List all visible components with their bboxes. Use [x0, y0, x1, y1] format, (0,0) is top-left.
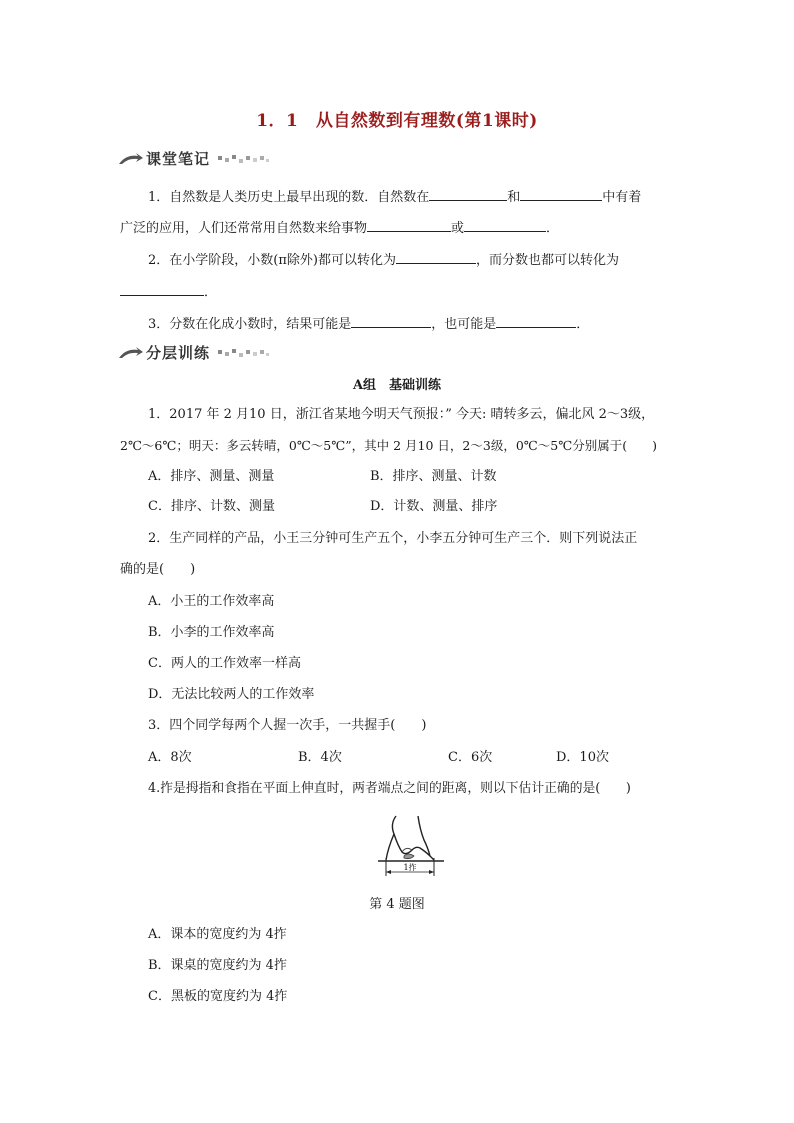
- note-3-text-b: ，也可能是: [431, 317, 497, 332]
- q4-line-1: 4.拃是拇指和食指在平面上伸直时，两者端点之间的距离，则以下估计正确的是( ): [148, 781, 631, 796]
- note-2-text-c: ．: [204, 285, 218, 300]
- group-a-title: A组 基础训练: [352, 378, 442, 393]
- note-1-text-e: 或: [451, 221, 465, 236]
- note-3-line: [148, 313, 589, 334]
- q4-option-b[interactable]: B．课桌的宽度约为 4拃: [148, 958, 287, 973]
- note-1-line-1: [148, 186, 641, 207]
- q4-figure-caption: 第 4 题图: [369, 897, 425, 912]
- q2-line-1: 2．生产同样的产品，小王三分钟可生产五个，小李五分钟可生产三个．则下列说法正: [148, 531, 638, 546]
- q1-option-d[interactable]: D．计数、测量、排序: [370, 499, 498, 514]
- q1-option-c[interactable]: C．排序、计数、测量: [148, 499, 275, 514]
- note-2-line-1: [148, 249, 619, 270]
- note-3-blank-2[interactable]: [496, 313, 576, 328]
- q1-line-1: 1．2017 年 2 月10 日，浙江省某地今明天气预报：” 今天: 晴转多云，偏北风 2～3级，: [148, 407, 655, 422]
- arrow-icon: [118, 152, 144, 166]
- section-banner-training: [118, 342, 268, 364]
- note-2-text-b: ，而分数也都可以转化为: [475, 253, 619, 268]
- q2-line-2: 确的是( ): [120, 562, 196, 577]
- note-2-line-2: [120, 281, 217, 302]
- hand-span-figure: [376, 812, 446, 884]
- note-1-text-a: 1．自然数是人类历史上最早出现的数．自然数在: [148, 190, 430, 205]
- q2-option-b[interactable]: B．小李的工作效率高: [148, 625, 275, 640]
- section-label-training: 分层训练: [146, 344, 211, 362]
- note-2-blank-2[interactable]: [120, 281, 204, 296]
- q4-option-a[interactable]: A．课本的宽度约为 4拃: [148, 927, 287, 942]
- dots-decoration-icon: [218, 348, 270, 358]
- note-3-text-a: 3．分数在化成小数时，结果可能是: [148, 317, 352, 332]
- note-2-blank-1[interactable]: [396, 249, 476, 264]
- note-1-blank-1[interactable]: [429, 186, 507, 201]
- section-label-notes: 课堂笔记: [146, 150, 211, 168]
- q2-option-d[interactable]: D．无法比较两人的工作效率: [148, 687, 315, 702]
- note-3-blank-1[interactable]: [351, 313, 431, 328]
- q4-option-c[interactable]: C．黑板的宽度约为 4拃: [148, 989, 288, 1004]
- q1-option-b[interactable]: B．排序、测量、计数: [370, 469, 497, 484]
- note-1-blank-2[interactable]: [520, 186, 602, 201]
- q3-option-b[interactable]: B．4次: [298, 750, 342, 765]
- note-1-blank-3[interactable]: [367, 217, 451, 232]
- hand-span-label: 1拃: [403, 863, 417, 872]
- q3-option-c[interactable]: C．6次: [448, 750, 493, 765]
- note-1-text-d: 广泛的应用，人们还常常用自然数来给事物: [120, 221, 368, 236]
- dots-decoration-icon: [218, 154, 270, 164]
- q1-line-2: 2℃～6℃；明天：多云转晴，0℃～5℃”，其中 2 月10 日，2～3级，0℃～5℃分别属于( ): [120, 438, 657, 453]
- note-1-line-2: [120, 217, 559, 238]
- note-1-text-f: ．: [546, 221, 560, 236]
- note-2-text-a: 2．在小学阶段，小数(π除外)都可以转化为: [148, 253, 396, 268]
- page-title: 1．1 从自然数到有理数(第1课时): [256, 111, 538, 131]
- note-1-text-c: 中有着: [602, 190, 642, 205]
- note-1-text-b: 和: [507, 190, 521, 205]
- section-banner-notes: [118, 148, 268, 170]
- hand-span-icon: [376, 812, 446, 884]
- q2-option-c[interactable]: C．两人的工作效率一样高: [148, 656, 301, 671]
- note-3-text-c: ．: [576, 317, 590, 332]
- q3-line-1: 3．四个同学每两个人握一次手，一共握手( ): [148, 718, 427, 733]
- q3-option-a[interactable]: A．8次: [148, 750, 192, 765]
- q3-option-d[interactable]: D．10次: [556, 750, 609, 765]
- note-1-blank-4[interactable]: [464, 217, 546, 232]
- q1-option-a[interactable]: A．排序、测量、测量: [148, 469, 275, 484]
- arrow-icon: [118, 346, 144, 360]
- q2-option-a[interactable]: A．小王的工作效率高: [148, 594, 275, 609]
